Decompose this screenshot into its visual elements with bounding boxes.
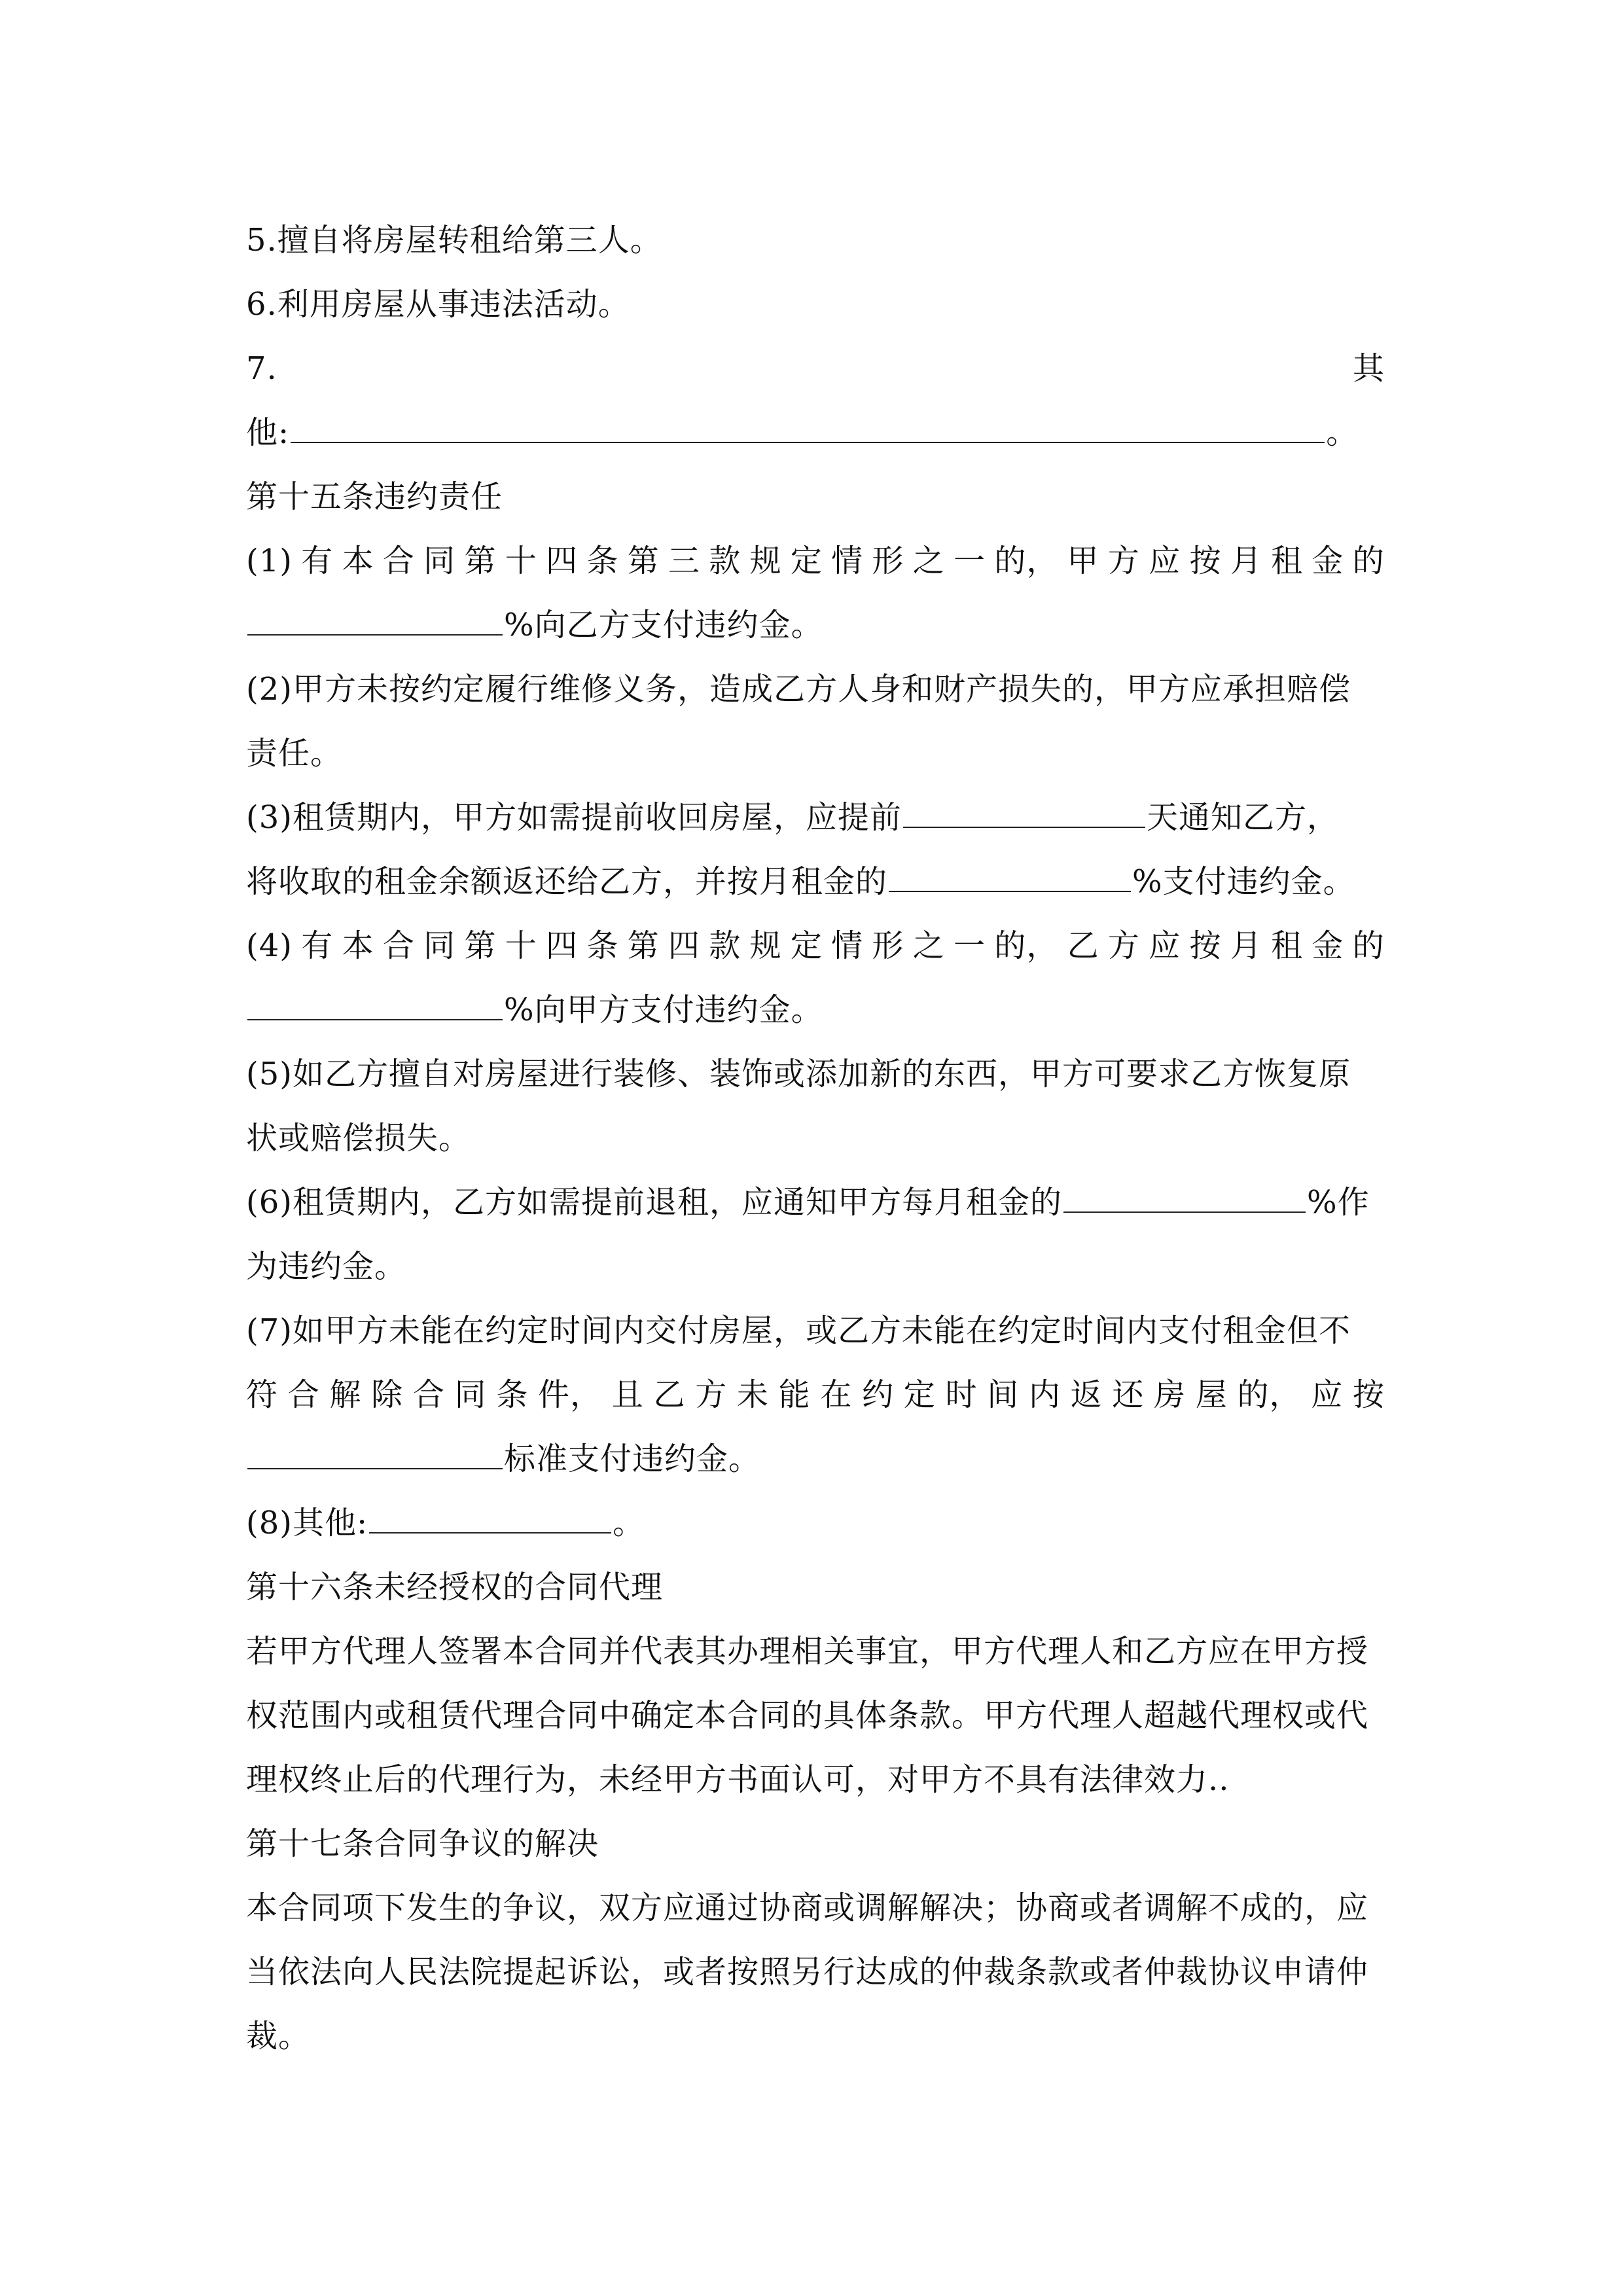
art15-p3-text-d: %支付违约金。 bbox=[1132, 863, 1355, 900]
art15-p1-char: 一 bbox=[954, 543, 986, 579]
art15-p3-text-a: (3)租赁期内，甲方如需提前收回房屋，应提前 bbox=[246, 799, 902, 836]
art15-p6-line2: 为违约金。 bbox=[246, 1248, 407, 1285]
art15-p4-char: 之 bbox=[912, 927, 945, 964]
clause-item-7-line1 bbox=[246, 336, 1385, 401]
art15-p4-char: 规 bbox=[749, 927, 782, 964]
art15-p4-char: 第 bbox=[627, 927, 660, 964]
art15-p4-char: 租 bbox=[1271, 927, 1304, 964]
art15-p7-char: 条 bbox=[496, 1376, 529, 1413]
art15-p1-char: 同 bbox=[423, 543, 456, 579]
art15-p7-char: 在 bbox=[820, 1376, 853, 1413]
art15-p6-blank bbox=[1063, 1180, 1306, 1213]
art15-p8-period: 。 bbox=[613, 1505, 645, 1541]
art15-p4-char: 本 bbox=[342, 927, 374, 964]
art15-p4-char: 四 bbox=[546, 927, 579, 964]
art15-p7-char: 定 bbox=[903, 1376, 936, 1413]
art15-p4-char: 金 bbox=[1311, 927, 1344, 964]
art15-p4-char: 条 bbox=[586, 927, 619, 964]
art15-p7-char: 件， bbox=[538, 1376, 603, 1413]
art15-p4-char: 的， bbox=[994, 927, 1059, 964]
art15-p4-line2 bbox=[246, 978, 1385, 1042]
art15-p7-char: 除 bbox=[371, 1376, 404, 1413]
art15-p4-char: (4) bbox=[246, 927, 293, 964]
clause-item-6: 6.利用房屋从事违法活动。 bbox=[246, 286, 630, 323]
art15-p4-blank bbox=[247, 988, 503, 1020]
article-15-title: 第十五条违约责任 bbox=[246, 478, 503, 515]
art15-p1-char: 的 bbox=[1352, 543, 1385, 579]
art15-p4-char: 按 bbox=[1189, 927, 1222, 964]
art15-p4-char: 同 bbox=[423, 927, 456, 964]
art15-p4-char: 形 bbox=[872, 927, 904, 964]
art15-p1-char: 定 bbox=[790, 543, 823, 579]
item-7-period: 。 bbox=[1326, 414, 1359, 451]
art15-p4-continuation: %向甲方支付违约金。 bbox=[504, 992, 823, 1028]
art15-p7-char: 符 bbox=[246, 1376, 279, 1413]
art15-p4-line1 bbox=[246, 914, 1385, 978]
art15-p1-blank bbox=[247, 603, 503, 636]
art15-p7-char: 未 bbox=[736, 1376, 769, 1413]
art15-p4-char: 款 bbox=[709, 927, 741, 964]
art15-p4-char: 定 bbox=[790, 927, 823, 964]
art15-p7-char: 屋 bbox=[1195, 1376, 1228, 1413]
art15-p7-char: 同 bbox=[454, 1376, 487, 1413]
art15-p1-char: 月 bbox=[1230, 543, 1262, 579]
art15-p4-char: 的 bbox=[1352, 927, 1385, 964]
art15-p5-line2: 状或赔偿损失。 bbox=[246, 1120, 471, 1157]
art15-p4-char: 合 bbox=[382, 927, 415, 964]
art15-p1-char: 有 bbox=[301, 543, 334, 579]
art15-p7-char: 应 bbox=[1311, 1376, 1344, 1413]
art15-p1-char: 十 bbox=[505, 543, 537, 579]
art15-p1-char: 应 bbox=[1149, 543, 1181, 579]
art15-p7-char: 返 bbox=[1070, 1376, 1103, 1413]
art15-p1-line1 bbox=[246, 529, 1385, 593]
item-7-label-end: 他: bbox=[246, 414, 290, 451]
art15-p1-char: 合 bbox=[382, 543, 415, 579]
art17-line1: 本合同项下发生的争议，双方应通过协商或调解解决；协商或者调解不成的，应 bbox=[246, 1890, 1369, 1926]
art15-p4-char: 十 bbox=[505, 927, 537, 964]
item-7-label-start: 其 bbox=[1352, 350, 1385, 387]
art15-p1-char: 规 bbox=[749, 543, 782, 579]
art15-p7-char: 且 bbox=[611, 1376, 644, 1413]
art15-p7-char: 内 bbox=[1028, 1376, 1061, 1413]
art16-line2: 权范围内或租赁代理合同中确定本合同的具体条款。甲方代理人超越代理权或代 bbox=[246, 1697, 1369, 1734]
art15-p1-char: 按 bbox=[1189, 543, 1222, 579]
art15-p8-line bbox=[246, 1491, 1385, 1555]
art15-p4-char: 情 bbox=[831, 927, 864, 964]
item-7-blank bbox=[291, 410, 1325, 443]
art15-p7-char: 还 bbox=[1112, 1376, 1145, 1413]
art15-p1-char: 金 bbox=[1311, 543, 1344, 579]
art15-p1-char: 甲 bbox=[1067, 543, 1099, 579]
clause-item-5: 5.擅自将房屋转租给第三人。 bbox=[246, 222, 662, 259]
art15-p1-char: 条 bbox=[586, 543, 619, 579]
art15-p6-text-b: %作 bbox=[1307, 1184, 1370, 1221]
art15-p8-label: (8)其他: bbox=[246, 1505, 368, 1541]
art15-p4-char: 应 bbox=[1149, 927, 1181, 964]
art15-p1-char: 方 bbox=[1107, 543, 1140, 579]
art15-p1-char: 第 bbox=[464, 543, 497, 579]
art15-p7-char: 合 bbox=[412, 1376, 445, 1413]
art15-p1-char: 本 bbox=[342, 543, 374, 579]
document-body bbox=[246, 208, 1385, 2068]
art15-p7-char: 按 bbox=[1352, 1376, 1385, 1413]
art15-p4-char: 第 bbox=[464, 927, 497, 964]
art15-p4-char: 四 bbox=[668, 927, 700, 964]
art15-p4-char: 乙 bbox=[1067, 927, 1099, 964]
art15-p2-line1: (2)甲方未按约定履行维修义务，造成乙方人身和财产损失的，甲方应承担赔偿 bbox=[246, 671, 1351, 708]
art15-p1-char: 三 bbox=[668, 543, 700, 579]
art15-p5-line1: (5)如乙方擅自对房屋进行装修、装饰或添加新的东西，甲方可要求乙方恢复原 bbox=[246, 1056, 1351, 1092]
art15-p7-char: 时 bbox=[945, 1376, 978, 1413]
art15-p7-line3 bbox=[246, 1427, 1385, 1491]
art15-p7-line2 bbox=[246, 1363, 1385, 1427]
art15-p4-char: 方 bbox=[1107, 927, 1140, 964]
art15-p4-char: 月 bbox=[1230, 927, 1262, 964]
art15-p3-text-b: 天通知乙方， bbox=[1147, 799, 1340, 836]
article-17-title: 第十七条合同争议的解决 bbox=[246, 1825, 599, 1862]
art15-p8-blank bbox=[369, 1501, 611, 1534]
art15-p1-line2 bbox=[246, 593, 1385, 657]
art15-p3-line2 bbox=[246, 850, 1385, 914]
art17-line2: 当依法向人民法院提起诉讼，或者按照另行达成的仲裁条款或者仲裁协议申请仲 bbox=[246, 1954, 1369, 1990]
art15-p1-char: 第 bbox=[627, 543, 660, 579]
art15-p1-char: 租 bbox=[1271, 543, 1304, 579]
art15-p1-char: 之 bbox=[912, 543, 945, 579]
item-7-number: 7. bbox=[246, 350, 277, 387]
article-16-title: 第十六条未经授权的合同代理 bbox=[246, 1569, 664, 1605]
art15-p7-char: 的， bbox=[1237, 1376, 1302, 1413]
art16-line1: 若甲方代理人签署本合同并代表其办理相关事宜，甲方代理人和乙方应在甲方授 bbox=[246, 1633, 1369, 1670]
art15-p3-blank-percent bbox=[889, 859, 1131, 892]
art15-p1-char: 形 bbox=[872, 543, 904, 579]
art15-p7-char: 约 bbox=[862, 1376, 895, 1413]
art17-line3: 裁。 bbox=[246, 2018, 311, 2054]
art15-p3-blank-days bbox=[903, 795, 1145, 828]
art15-p2-line2: 责任。 bbox=[246, 735, 343, 772]
art15-p7-char: 方 bbox=[695, 1376, 728, 1413]
art15-p3-line1 bbox=[246, 785, 1385, 850]
art15-p7-char: 乙 bbox=[653, 1376, 686, 1413]
art15-p1-continuation: %向乙方支付违约金。 bbox=[504, 607, 823, 643]
art15-p7-continuation: 标准支付违约金。 bbox=[504, 1441, 761, 1477]
art15-p7-line1: (7)如甲方未能在约定时间内交付房屋，或乙方未能在约定时间内支付租金但不 bbox=[246, 1312, 1351, 1349]
art15-p7-blank bbox=[247, 1437, 503, 1469]
clause-item-7-line2 bbox=[246, 401, 1385, 465]
art15-p6-text-a: (6)租赁期内，乙方如需提前退租，应通知甲方每月租金的 bbox=[246, 1184, 1062, 1221]
art16-line3: 理权终止后的代理行为，未经甲方书面认可，对甲方不具有法律效力.. bbox=[246, 1761, 1230, 1798]
art15-p3-text-c: 将收取的租金余额返还给乙方，并按月租金的 bbox=[246, 863, 888, 900]
art15-p7-char: 能 bbox=[778, 1376, 811, 1413]
art15-p7-char: 间 bbox=[987, 1376, 1020, 1413]
art15-p6-line1 bbox=[246, 1170, 1385, 1234]
art15-p4-char: 一 bbox=[954, 927, 986, 964]
art15-p1-char: 的， bbox=[994, 543, 1059, 579]
art15-p1-char: 情 bbox=[831, 543, 864, 579]
art15-p7-char: 合 bbox=[287, 1376, 320, 1413]
art15-p7-char: 解 bbox=[329, 1376, 362, 1413]
art15-p4-char: 有 bbox=[301, 927, 334, 964]
art15-p1-char: 款 bbox=[709, 543, 741, 579]
art15-p7-char: 房 bbox=[1154, 1376, 1186, 1413]
art15-p1-char: 四 bbox=[546, 543, 579, 579]
art15-p1-char: (1) bbox=[246, 543, 293, 579]
